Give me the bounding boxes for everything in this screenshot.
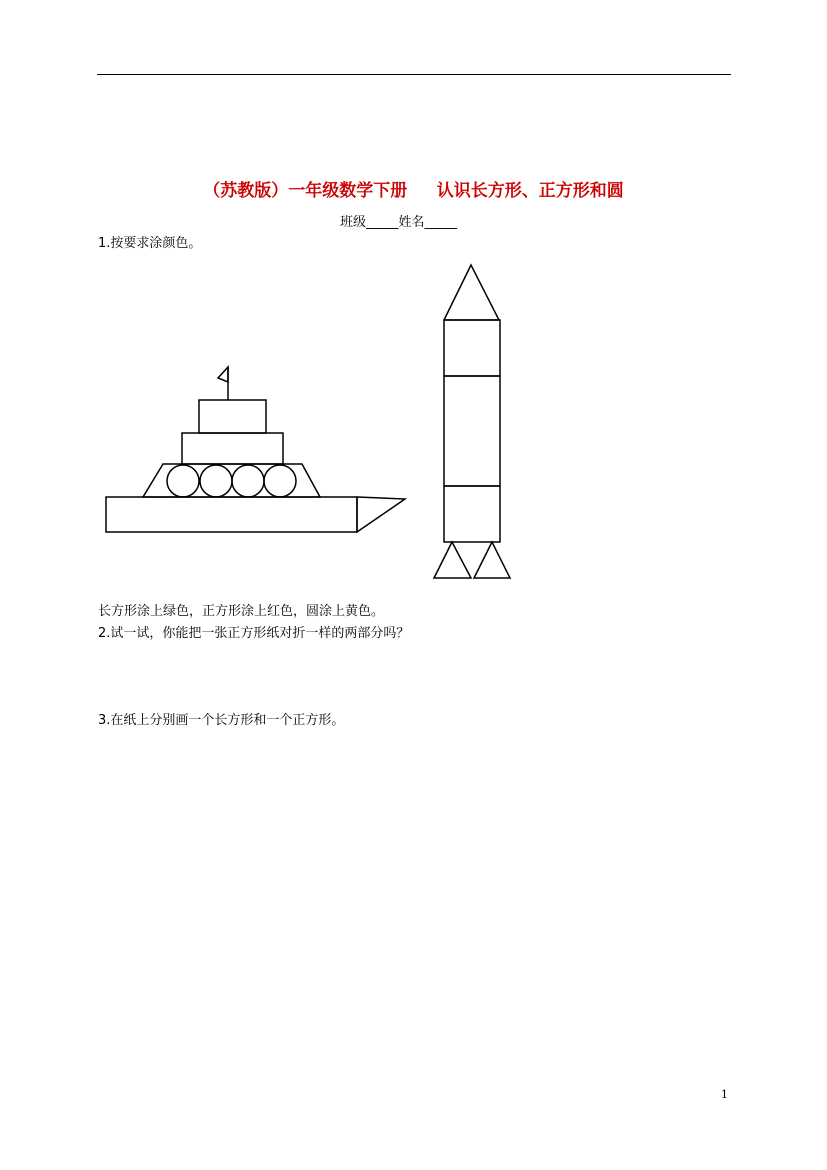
ship-bow (357, 497, 405, 532)
ship-figure (106, 367, 405, 532)
class-name-line: 班级_____姓名_____ (340, 215, 458, 230)
ship-flag (218, 367, 228, 382)
question-3: 3.在纸上分别画一个长方形和一个正方形。 (98, 713, 345, 728)
ship-middle-cabin (182, 433, 283, 464)
rocket-nose (444, 265, 499, 320)
rocket-figure (434, 265, 510, 578)
rocket-fin-right (474, 542, 510, 578)
rocket-body-middle (444, 376, 500, 486)
ship-porthole (200, 465, 232, 497)
coloring-instruction: 长方形涂上绿色，正方形涂上红色，圆涂上黄色。 (98, 604, 385, 619)
rocket-fin-left (434, 542, 471, 578)
question-1: 1.按要求涂颜色。 (98, 236, 202, 251)
page-title: （苏教版）一年级数学下册 认识长方形、正方形和圆 (203, 181, 624, 201)
question-2: 2.试一试，你能把一张正方形纸对折一样的两部分吗？ (98, 626, 410, 641)
ship-hull (106, 497, 357, 532)
rocket-body-top (444, 320, 500, 376)
rocket-body-bottom (444, 486, 500, 542)
ship-porthole (167, 465, 199, 497)
ship-porthole (264, 465, 296, 497)
ship-porthole (232, 465, 264, 497)
page-number: 1 (721, 1088, 728, 1101)
ship-top-cabin (199, 400, 266, 433)
